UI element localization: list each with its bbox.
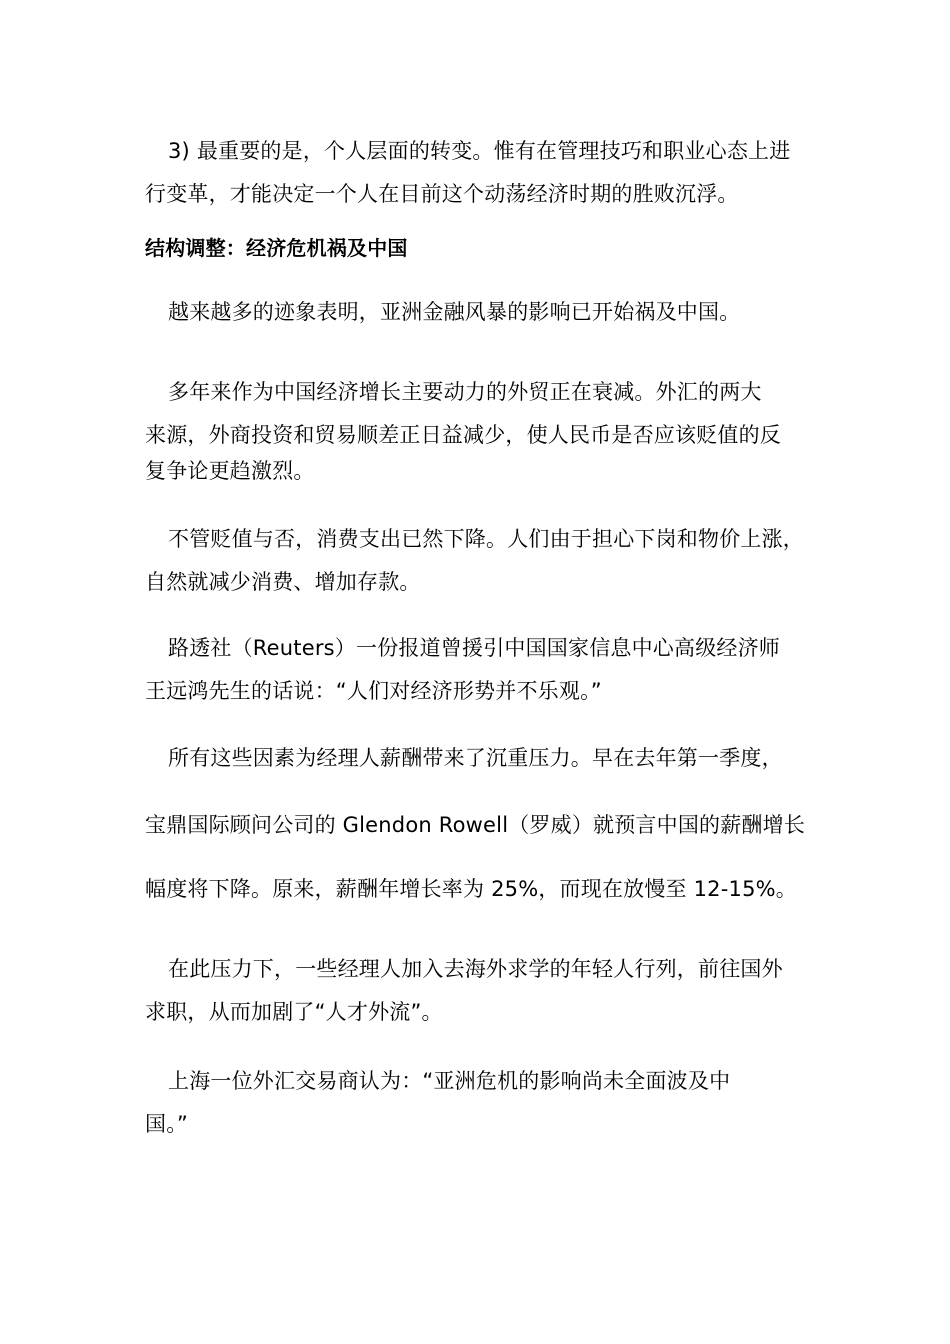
paragraph-4-line-2: 王远鸿先生的话说：“人们对经济形势并不乐观。”	[145, 679, 602, 703]
paragraph-2-line-2: 来源，外商投资和贸易顺差正日益减少，使人民币是否应该贬值的反	[145, 423, 781, 447]
paragraph-5-line-1: 所有这些因素为经理人薪酬带来了沉重压力。早在去年第一季度，	[168, 746, 783, 770]
paragraph-1-line-1: 越来越多的迹象表明，亚洲金融风暴的影响已开始祸及中国。	[168, 300, 741, 324]
point3-line-1: 3) 最重要的是，个人层面的转变。惟有在管理技巧和职业心态上进	[168, 139, 791, 163]
paragraph-7-line-2: 国。”	[145, 1112, 188, 1136]
paragraph-3-line-1: 不管贬值与否，消费支出已然下降。人们由于担心下岗和物价上涨，	[168, 527, 804, 551]
point3-line-2: 行变革，才能决定一个人在目前这个动荡经济时期的胜败沉浮。	[145, 182, 739, 206]
paragraph-7-line-1: 上海一位外汇交易商认为：“亚洲危机的影响尚未全面波及中	[168, 1069, 731, 1093]
paragraph-5-line-2: 宝鼎国际顾问公司的 Glendon Rowell（罗威）就预言中国的薪酬增长	[145, 813, 806, 837]
paragraph-6-line-2: 求职，从而加剧了“人才外流”。	[145, 1000, 443, 1024]
paragraph-5-line-3: 幅度将下降。原来，薪酬年增长率为 25%，而现在放慢至 12-15%。	[145, 877, 797, 901]
section-heading: 结构调整：经济危机祸及中国	[145, 236, 408, 260]
paragraph-4-line-1: 路透社（Reuters）一份报道曾援引中国国家信息中心高级经济师	[168, 636, 781, 660]
paragraph-2-line-3: 复争论更趋激烈。	[145, 459, 315, 483]
paragraph-3-line-2: 自然就减少消费、增加存款。	[145, 570, 421, 594]
paragraph-2-line-1: 多年来作为中国经济增长主要动力的外贸正在衰减。外汇的两大	[168, 380, 762, 404]
paragraph-6-line-1: 在此压力下，一些经理人加入去海外求学的年轻人行列，前往国外	[168, 957, 783, 981]
